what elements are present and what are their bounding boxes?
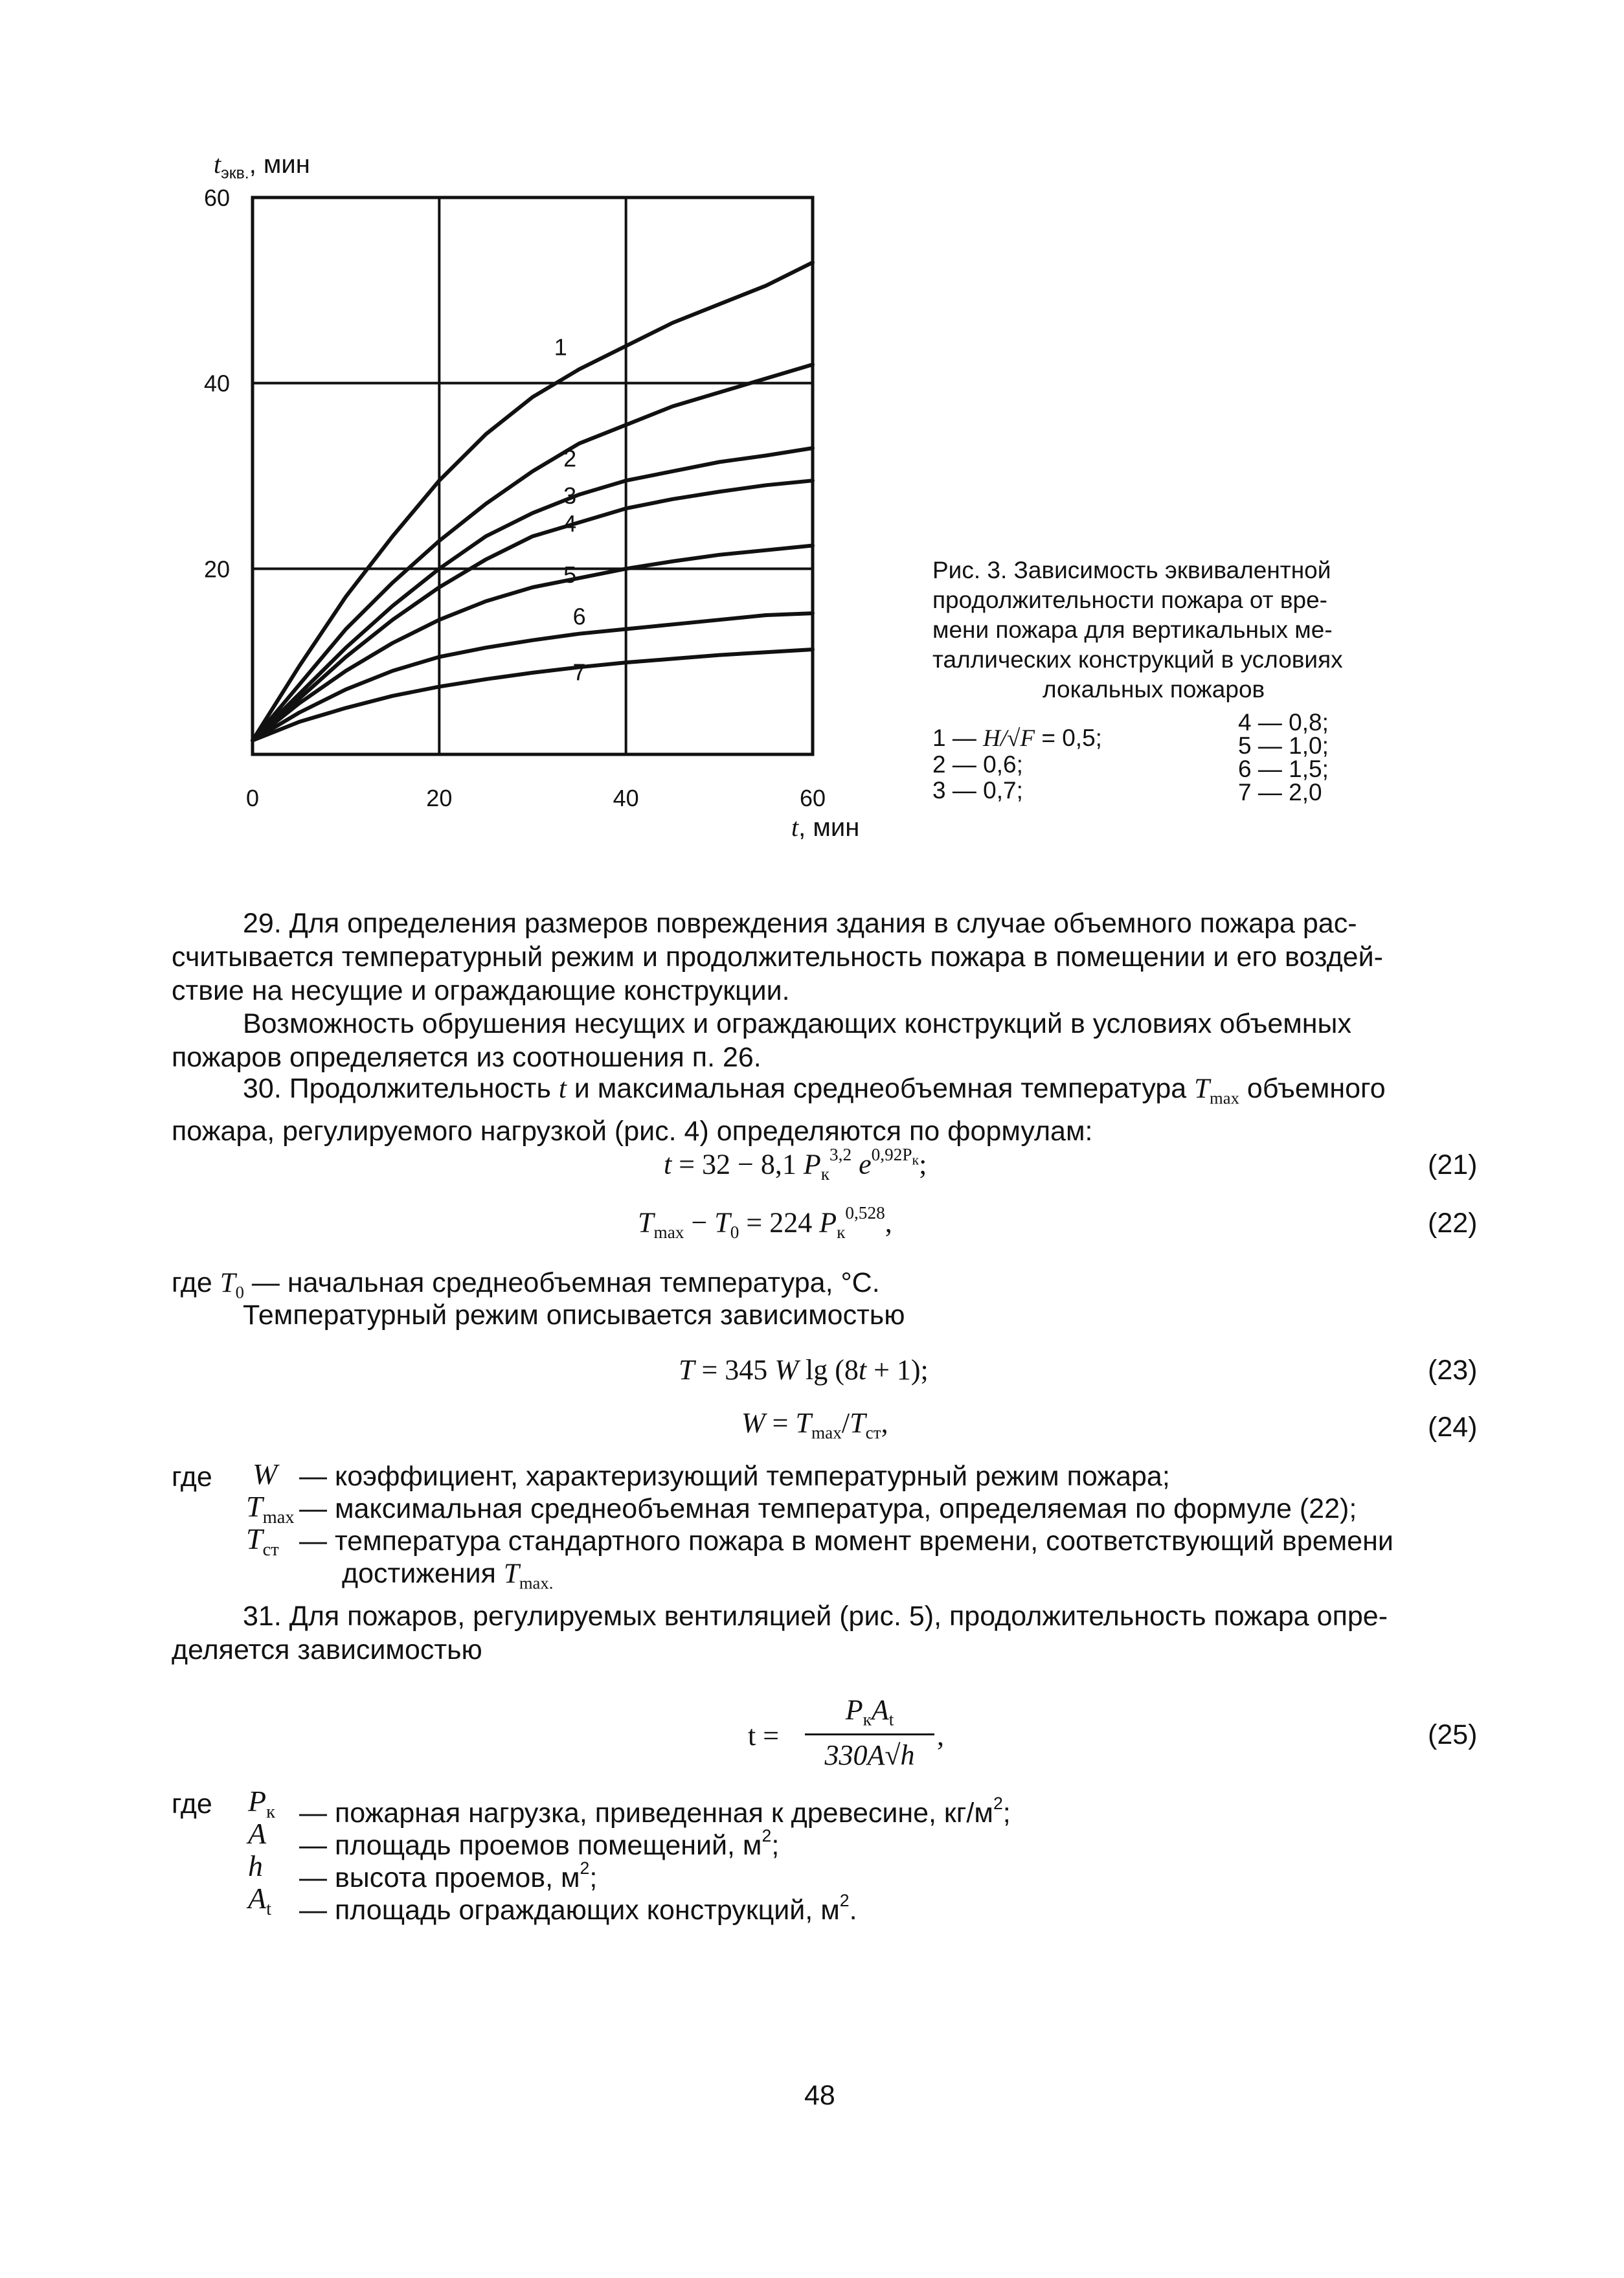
chart [0,0,1624,907]
temp-regime-line: Температурный режим описывается зависимостью [243,1300,905,1331]
equation-22-number: (22) [1428,1208,1478,1239]
text-line: пожаров определяется из соотношения п. 26. [172,1042,761,1073]
symbol-Pk: $P_к$ [248,1785,275,1822]
x-tick-label: 40 [613,785,639,811]
chart-series [253,262,813,740]
caption-legend-right [1238,711,1329,804]
curve-label-6: 6 [572,603,586,630]
legend-item-7: 7 — 2,0 [1238,779,1322,806]
curve-label-1: 1 [554,333,567,361]
where-label-2: где [172,1788,212,1820]
curve-label-5: 5 [563,561,577,588]
x-tick-label: 0 [245,785,260,811]
equation-24: $W = T_{max}/T_{ст}$, [741,1407,888,1443]
legend-item-5: 5 — 1,0; [1238,732,1329,759]
definition-A: — площадь проемов помещений, $м^2$; [299,1826,780,1861]
y-tick-label: 40 [203,370,230,397]
caption-line: мени пожара для вертикальных ме- [932,616,1333,643]
text-line: ствие на несущие и ограждающие конструкции. [172,975,790,1006]
x-tick-label: 20 [426,785,453,811]
legend-item-3: 3 — 0,7; [932,777,1023,804]
symbol-h: h [248,1849,263,1882]
y-tick-label: 60 [203,185,230,211]
text-line: деляется зависимостью [172,1634,482,1665]
equation-23-number: (23) [1428,1355,1478,1386]
x-tick-label: 60 [799,785,826,811]
equation-25-lhs: t = [748,1720,780,1752]
definition-Tst: — температура стандартного пожара в момент времени, соответствующий времени [299,1526,1393,1557]
paragraph-29-continued [172,1007,1483,1074]
paragraph-29 [172,907,1483,1008]
legend-item-1: 1 — H/√F = 0,5; [932,725,1102,752]
definition-At: — площадь ограждающих конструкций, $м^2$. [299,1891,857,1926]
fraction-bar [805,1733,934,1735]
caption-line: продолжительности пожара от вре- [932,587,1327,613]
chart-ticks [204,185,826,811]
definition-Pk: — пожарная нагрузка, приведенная к древесине, $кг/м^2$; [299,1794,1011,1829]
curve-1 [253,262,813,740]
equation-25-number: (25) [1428,1719,1478,1750]
equation-23: T = 345 W lg (8t + 1); [679,1354,929,1386]
figure-caption [932,556,1343,705]
equation-24-number: (24) [1428,1412,1478,1443]
where-T0: где $T_0$ — начальная среднеобъемная температура, °C. [172,1267,880,1302]
equation-22: $T_{max} - T_0 = 224$ $P_к^{0,528}$, [638,1203,892,1242]
curve-label-2: 2 [563,445,577,472]
where-label: где [172,1461,212,1493]
symbol-A: A [248,1817,267,1850]
curve-label-7: 7 [572,659,586,686]
text-line: 30. Продолжительность t и максимальная среднеобъемная температура $T_{max}$ объемного [243,1073,1386,1108]
page-number: 48 [804,2080,835,2111]
text-line: 29. Для определения размеров повреждения здания в случае объемного пожара рас- [243,908,1357,939]
curve-label-4: 4 [563,510,577,537]
symbol-At: $A_t$ [248,1882,272,1919]
legend-item-6: 6 — 1,5; [1238,756,1329,782]
text-line: пожара, регулируемого нагрузкой (рис. 4) определяются по формулам: [172,1116,1093,1147]
definition-W: — коэффициент, характеризующий температурный режим пожара; [299,1461,1170,1492]
definition-Tmax: — максимальная среднеобъемная температура, определяемая по формуле (22); [299,1493,1357,1524]
equation-21-number: (21) [1428,1149,1478,1180]
equation-21: t = 32 − 8,1 $P_к^{3,2}$ $e^{0,92P_к}$; [664,1145,927,1184]
paragraph-31 [172,1599,1483,1667]
equation-25-denominator: 330A√h [824,1739,915,1771]
caption-line: таллических конструкций в условиях [932,646,1343,673]
caption-line: локальных пожаров [1043,676,1265,703]
x-axis-label: t, мин [791,813,860,842]
paragraph-30 [172,1072,1483,1148]
text-line: считывается температурный режим и продолжительность пожара в помещении и его воздей- [172,942,1383,973]
symbol-Tmax: $T_{max}$ [246,1490,295,1528]
definition-Tst-continued: достижения $T_{max.}$ [342,1558,554,1593]
symbol-W: W [253,1458,278,1491]
definition-h: — высота проемов, $м^2$; [299,1858,598,1893]
equation-25-comma: , [937,1720,944,1752]
legend-item-4: 4 — 0,8; [1238,709,1329,736]
text-line: 31. Для пожаров, регулируемых вентиляцией (рис. 5), продолжительность пожара опре- [243,1601,1388,1632]
caption-line: Рис. 3. Зависимость эквивалентной [932,557,1331,583]
legend-item-2: 2 — 0,6; [932,751,1023,778]
y-axis-label: $t_{экв.}$, мин [214,150,310,183]
caption-legend-left [932,725,1102,804]
equation-25-numerator: $P_кA_t$ [845,1694,894,1730]
symbol-Tst: $T_{ст}$ [246,1522,279,1560]
curve-label-3: 3 [563,482,577,509]
text-line: Возможность обрушения несущих и ограждающих конструкций в условиях объемных [243,1008,1351,1039]
y-tick-label: 20 [203,556,230,583]
